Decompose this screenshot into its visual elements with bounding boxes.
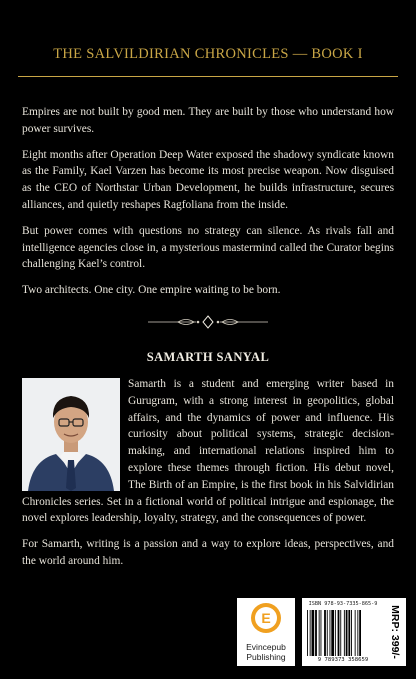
isbn-barcode	[302, 598, 384, 666]
publisher-logo	[237, 598, 295, 666]
bio-paragraph: For Samarth, writing is a passion and a way to explore ideas, perspectives, and the world around him.	[22, 538, 394, 567]
series-title: THE SALVILDIRIAN CHRONICLES — BOOK I	[53, 46, 363, 62]
back-cover-blurb	[22, 104, 394, 308]
barcode-icon	[307, 610, 379, 656]
publisher-name-line: Publishing	[246, 652, 286, 662]
barcode-number: 9 789373 358659	[317, 657, 369, 663]
publisher-name	[237, 642, 295, 662]
blurb-paragraph: Empires are not built by good men. They are built by those who understand how power survives.	[22, 106, 394, 135]
gold-divider-line	[18, 76, 398, 77]
blurb-paragraph: Two architects. One city. One empire waiting to be born.	[22, 284, 281, 297]
bio-paragraph: Samarth is a student and emerging writer based in Gurugram, with a strong interest in geopolitics, global affairs, and the dynamics of power and influence. His curiosity about political systems, strategic decision-making, and international relations inspired him to explore these themes through fiction. His debut novel, The Birth of an Empire, is the first book in his Salvidirian Chronicles series. Set in a fictional world of political intrigue and espionage, the novel explores leadership, loyalty, strategy, and the consequences of power.	[22, 378, 394, 525]
author-bio	[22, 376, 394, 579]
ornament-divider-icon	[0, 315, 416, 329]
publisher-logo-icon	[237, 598, 295, 642]
blurb-paragraph: But power comes with questions no strategy can silence. As rivals fall and intelligence agencies close in, a mysterious mastermind called the Curator begins challenging Kael’s control.	[22, 224, 394, 271]
author-name: SAMARTH SANYAL	[146, 350, 270, 364]
blurb-paragraph: Eight months after Operation Deep Water exposed the shadowy syndicate known as the Family, Kael Varzen has become its most precise weapon. Now disguised as the CEO of Northstar Urban Development, he builds infrastructure, secures alliances, and quietly reshapes Ragfoliana from the inside.	[22, 148, 394, 211]
publisher-name-line: Evincepub	[246, 642, 286, 652]
author-photo	[22, 378, 120, 491]
price-label	[384, 598, 406, 666]
price-text: MRP: 399/-	[389, 605, 401, 659]
publisher-logo-letter: E	[261, 610, 271, 626]
isbn-text: ISBN 978-93-7335-865-9	[308, 601, 378, 607]
